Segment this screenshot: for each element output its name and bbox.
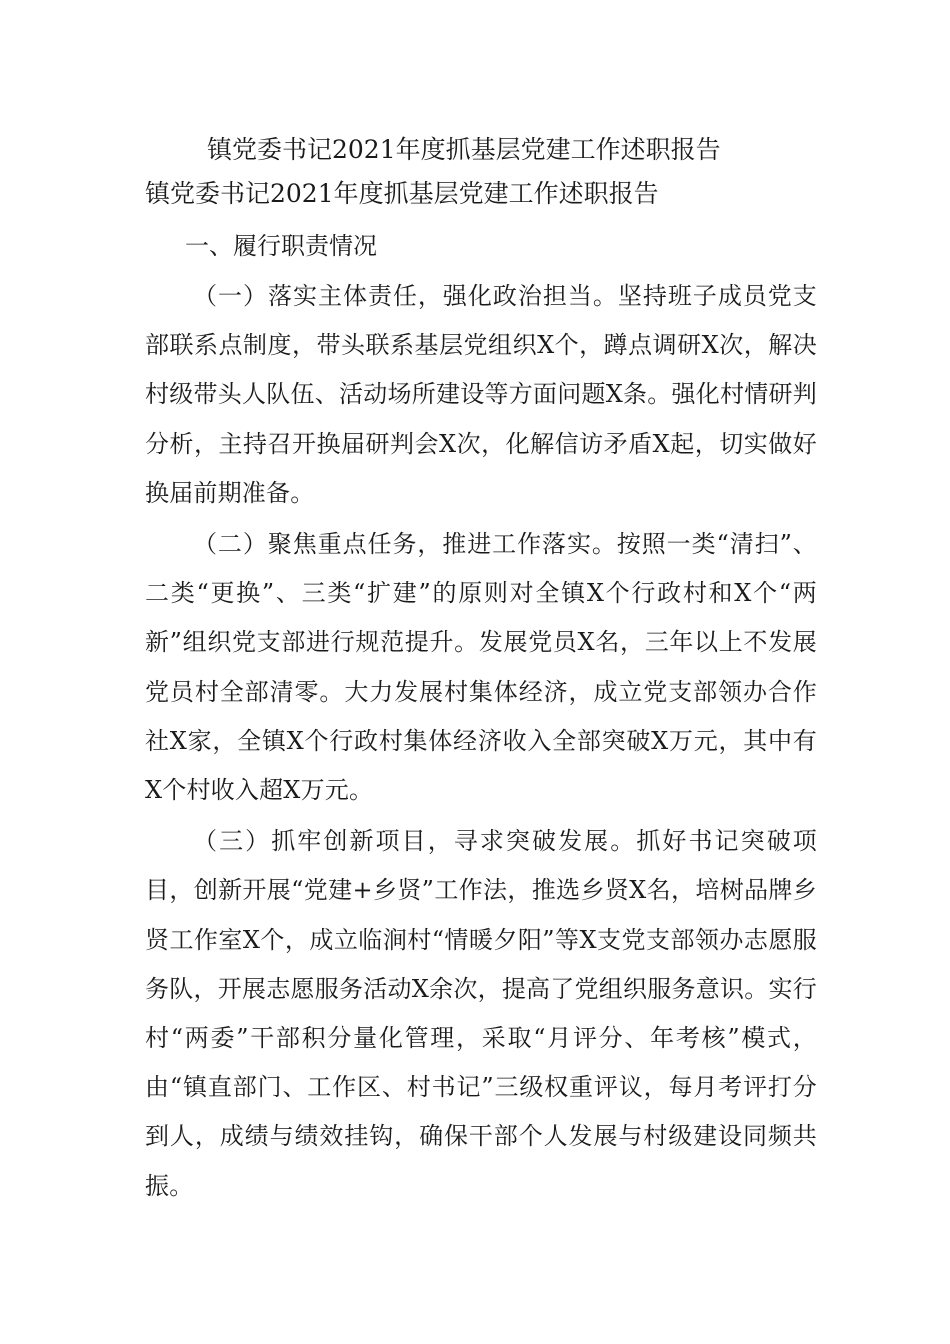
section-heading: 一、履行职责情况 bbox=[185, 232, 377, 260]
paragraph-2: （二）聚焦重点任务，推进工作落实。按照一类“清扫”、二类“更换”、三类“扩建”的原则对全镇X个行政村和X个“两新”组织党支部进行规范提升。发展党员X名，三年以上不发展党员村全部清零。大力发展村集体经济，成立党支部领办合作社X家，全镇X个行政村集体经济收入全部突破X万元，其中有X个村收入超X万元。 bbox=[145, 530, 817, 805]
document-body bbox=[145, 128, 817, 1211]
document-subtitle: 镇党委书记2021年度抓基层党建工作述职报告 bbox=[145, 179, 659, 208]
document-title: 镇党委书记2021年度抓基层党建工作述职报告 bbox=[207, 135, 721, 164]
paragraph-1: （一）落实主体责任，强化政治担当。坚持班子成员党支部联系点制度，带头联系基层党组织X个，蹲点调研X次，解决村级带头人队伍、活动场所建设等方面问题X条。强化村情研判分析，主持召开换届研判会X次，化解信访矛盾X起，切实做好换届前期准备。 bbox=[145, 282, 817, 507]
paragraph-3: （三）抓牢创新项目，寻求突破发展。抓好书记突破项目，创新开展“党建+乡贤”工作法，推选乡贤X名，培树品牌乡贤工作室X个，成立临涧村“情暖夕阳”等X支党支部领办志愿服务队，开展志愿服务活动X余次，提高了党组织服务意识。实行村“两委”干部积分量化管理，采取“月评分、年考核”模式，由“镇直部门、工作区、村书记”三级权重评议，每月考评打分到人，成绩与绩效挂钩，确保干部个人发展与村级建设同频共振。 bbox=[145, 827, 817, 1200]
